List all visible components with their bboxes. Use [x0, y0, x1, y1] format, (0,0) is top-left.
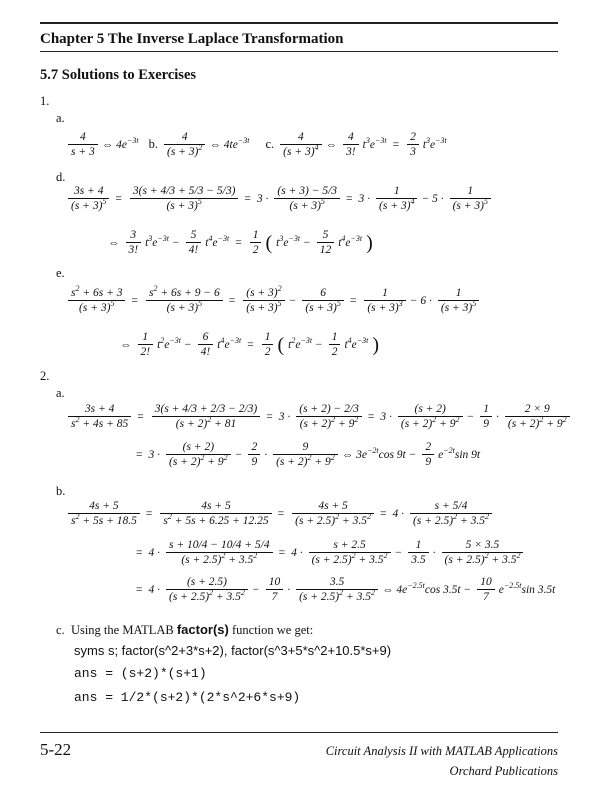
exercise-1-label: 1.: [40, 94, 50, 108]
top-rule: [40, 22, 558, 24]
matlab-command: syms s; factor(s^2+3*s+2), factor(s^3+5*s^2+10.5*s+9): [74, 643, 392, 658]
part-1e-label: e.: [56, 266, 65, 280]
matlab-function-name: factor(s): [176, 622, 229, 637]
eq-1e-line2: ⇔ $\frac{1}{2!}$ $t^2e^{-3t}$ − $\frac{6}{4!}$ $t^4e^{-3t}$ = $\frac{1}{2}$ ( $t^2e^{-3t}$ − $\frac{1}{2}$ $t^4e^{-3t}$ ): [120, 331, 380, 358]
book-title: Circuit Analysis II with MATLAB Applications: [325, 744, 558, 758]
header-rule: [40, 51, 558, 52]
chapter-title: Chapter 5 The Inverse Laplace Transformation: [40, 31, 344, 47]
part-1a-label: a.: [56, 111, 65, 125]
eq-1e-line1: $\frac{s^2 + 6s + 3}{(s + 3)^5}$ = $\frac{s^2 + 6s + 9 - 6}{(s + 3)^5}$ = $\frac{(s + 3)^2}{(s + 3)^5}$ − $\frac{6}{(s + 3)^5}$ = $\frac{1}{(s + 3)^3}$ − 6 · $\frac{1}{(s + 3)^5}$: [66, 286, 483, 315]
eq-2b-line1: $\frac{4s + 5}{s^2 + 5s + 18.5}$ = $\frac{4s + 5}{s^2 + 5s + 6.25 + 12.25}$ = $\frac{4s + 5}{(s + 2.5)^2 + 3.5^2}$ = 4 · $\frac{s + 5/4}{(s + 2.5)^2 + 3.5^2}$: [66, 499, 496, 528]
publisher: Orchard Publications: [449, 764, 558, 778]
footer-rule: [40, 732, 558, 733]
part-2c-text: c. Using the MATLAB factor(s) function we get:: [56, 622, 314, 637]
eq-1abc: $\frac{4}{s + 3}$ ⇔ $4e^{-3t}$ b. $\frac{4}{(s + 3)^2}$ ⇔ $4te^{-3t}$ c. $\frac{4}{(s + 3)^4}$ ⇔ $\frac{4}{3!}$ $t^3e^{-3t}$ = $\frac{2}{3}$ $t^3e^{-3t}$: [66, 130, 451, 159]
eq-2b-line3: = 4 · $\frac{(s + 2.5)}{(s + 2.5)^2 + 3.5^2}$ − $\frac{10}{7}$ · $\frac{3.5}{(s + 2.5)^2 + 3.5^2}$ ⇔ $4e^{-2.5t}\cos$ 3.5t − $\frac{10}{7}$ $e^{-2.5t}\sin$ 3.5t: [136, 576, 556, 603]
eq-2b-line2: = 4 · $\frac{s + 10/4 - 10/4 + 5/4}{(s + 2.5)^2 + 3.5^2}$ = 4 · $\frac{s + 2.5}{(s + 2.5)^2 + 3.5^2}$ − $\frac{1}{3.5}$ · $\frac{5 \times 3.5}{(s + 2.5)^2 + 3.5^2}$: [134, 538, 527, 567]
page-number: 5-22: [40, 740, 72, 759]
part-1d-label: d.: [56, 170, 66, 184]
exercise-2-label: 2.: [40, 369, 50, 383]
frac-1a: $\frac{4}{s + 3}$: [68, 130, 98, 159]
section-title: 5.7 Solutions to Exercises: [40, 67, 197, 83]
eq-2a-line2: = 3 · $\frac{(s + 2)}{(s + 2)^2 + 9^2}$ − $\frac{2}{9}$ · $\frac{9}{(s + 2)^2 + 9^2}$ ⇔ $3e^{-2t}\cos$ 9t − $\frac{2}{9}$ $e^{-2t}\sin$ 9t: [136, 441, 481, 468]
matlab-answer-2: ans = 1/2*(s+2)*(2*s^2+6*s+9): [74, 690, 301, 705]
eq-2a-line1: $\frac{3s + 4}{s^2 + 4s + 85}$ = $\frac{3(s + 4/3 + 2/3 - 2/3)}{(s + 2)^2 + 81}$ = 3 · $\frac{(s + 2) - 2/3}{(s + 2)^2 + 9^2}$ = 3 · $\frac{(s + 2)}{(s + 2)^2 + 9^2}$ − $\frac{1}{9}$ · $\frac{2 \times 9}{(s + 2)^2 + 9^2}$: [66, 402, 574, 431]
footer-book-info: [326, 741, 558, 781]
eq-1d-line2: ⇔ $\frac{3}{3!}$ $t^3e^{-3t}$ − $\frac{5}{4!}$ $t^4e^{-3t}$ = $\frac{1}{2}$ ( $t^3e^{-3t}$ − $\frac{5}{12}$ $t^4e^{-3t}$ ): [108, 229, 373, 256]
matlab-answer-1: ans = (s+2)*(s+1): [74, 666, 207, 681]
part-2b-label: b.: [56, 484, 66, 498]
frac-1b: $\frac{4}{(s + 3)^2}$: [164, 130, 205, 159]
part-2a-label: a.: [56, 386, 65, 400]
frac-1c: $\frac{4}{(s + 3)^4}$: [280, 130, 321, 159]
eq-1d-line1: $\frac{3s + 4}{(s + 3)^5}$ = $\frac{3(s + 4/3 + 5/3 - 5/3)}{(s + 3)^5}$ = 3 · $\frac{(s + 3) - 5/3}{(s + 3)^5}$ = 3 · $\frac{1}{(s + 3)^4}$ − 5 · $\frac{1}{(s + 3)^5}$: [66, 184, 495, 213]
